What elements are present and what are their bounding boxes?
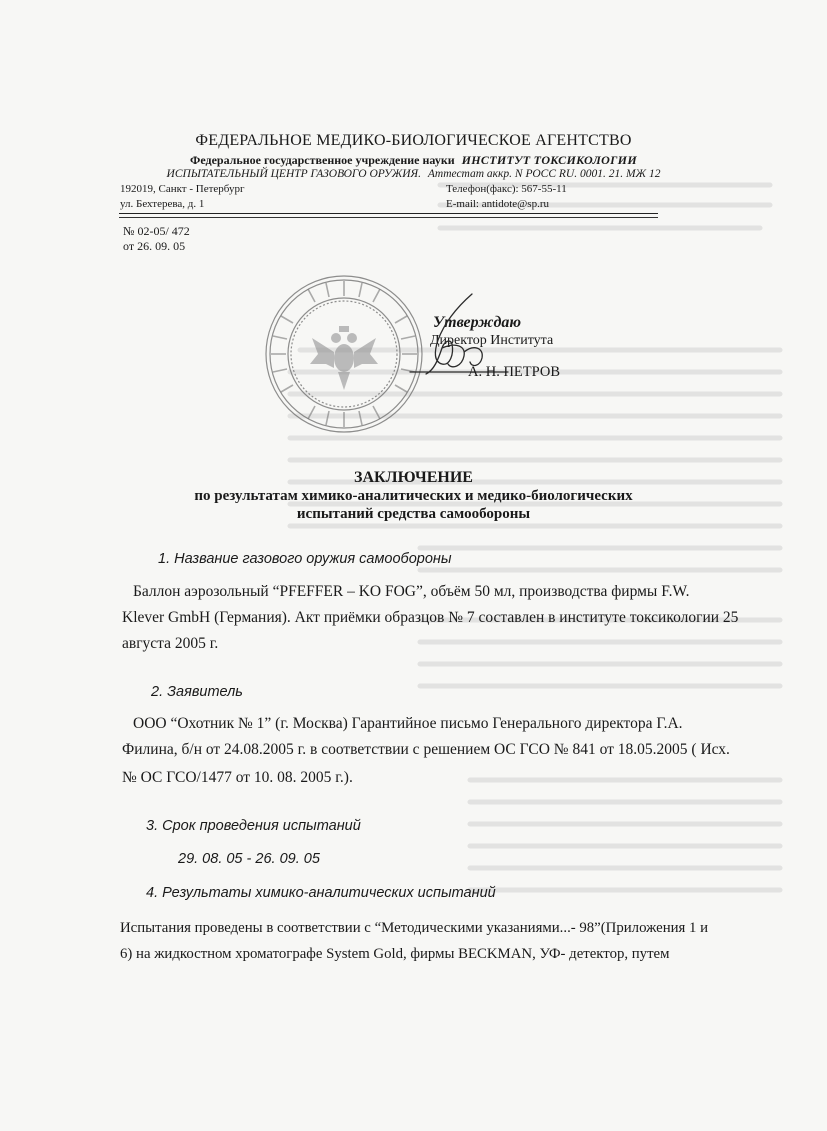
- phone: Телефон(факс): 567-55-11: [446, 183, 567, 195]
- header-rule-top: [119, 213, 658, 214]
- test-center-name: ИСПЫТАТЕЛЬНЫЙ ЦЕНТР ГАЗОВОГО ОРУЖИЯ.: [166, 168, 421, 180]
- official-seal: [262, 272, 426, 436]
- document-subtitle-1: по результатам химико-аналитических и медико-биологических: [194, 488, 633, 504]
- section-2-line-3: № ОС ГСО/1477 от 10. 08. 2005 г.).: [122, 769, 353, 786]
- section-2-line-1: ООО “Охотник № 1” (г. Москва) Гарантийное письмо Генерального директора Г.А.: [133, 715, 683, 732]
- approval-position: Директор Института: [430, 333, 554, 348]
- institution-line: [0, 153, 827, 168]
- reference-number: № 02-05/ 472: [123, 224, 190, 238]
- header-rule-bottom: [119, 217, 658, 218]
- reference-date: от 26. 09. 05: [123, 239, 186, 253]
- section-3-dates: 29. 08. 05 - 26. 09. 05: [178, 851, 320, 867]
- approval-title: Утверждаю: [433, 314, 522, 331]
- section-4-heading: 4. Результаты химико-аналитических испытаний: [146, 885, 496, 901]
- accreditation: Аттестат аккр. N РОСС RU. 0001. 21. МЖ 12: [427, 168, 661, 180]
- section-1-line-1: Баллон аэрозольный “PFEFFER – KO FOG”, объём 50 мл, производства фирмы F.W.: [133, 583, 690, 600]
- section-2-line-2: Филина, б/н от 24.08.2005 г. в соответствии с решением ОС ГСО № 841 от 18.05.2005 ( Исх.: [122, 741, 730, 758]
- center-line: [0, 168, 827, 180]
- address-line-1: 192019, Санкт - Петербург: [120, 183, 245, 195]
- agency-name: ФЕДЕРАЛЬНОЕ МЕДИКО-БИОЛОГИЧЕСКОЕ АГЕНТСТВО: [195, 132, 632, 149]
- section-1-line-2: Klever GmbH (Германия). Акт приёмки образцов № 7 составлен в институте токсикологии 25: [122, 609, 739, 626]
- document-subtitle-2: испытаний средства самообороны: [296, 506, 531, 522]
- email: E-mail: antidote@sp.ru: [446, 198, 549, 210]
- institution-name: ИНСТИТУТ ТОКСИКОЛОГИИ: [461, 153, 637, 167]
- document-title: ЗАКЛЮЧЕНИЕ: [354, 469, 473, 486]
- section-1-line-3: августа 2005 г.: [122, 635, 219, 652]
- institution-prefix: Федеральное государственное учреждение науки: [190, 153, 455, 167]
- section-3-heading: 3. Срок проведения испытаний: [146, 818, 361, 834]
- section-2-heading: 2. Заявитель: [151, 684, 243, 700]
- section-4-line-1: Испытания проведены в соответствии с “Методическими указаниями...- 98”(Приложения 1 и: [120, 920, 709, 936]
- section-1-heading: 1. Название газового оружия самообороны: [158, 551, 452, 567]
- section-4-line-2: 6) на жидкостном хроматографе System Gold, фирмы BECKMAN, УФ- детектор, путем: [120, 946, 670, 962]
- address-line-2: ул. Бехтерева, д. 1: [120, 198, 205, 210]
- approval-name: А. Н. ПЕТРОВ: [468, 364, 561, 380]
